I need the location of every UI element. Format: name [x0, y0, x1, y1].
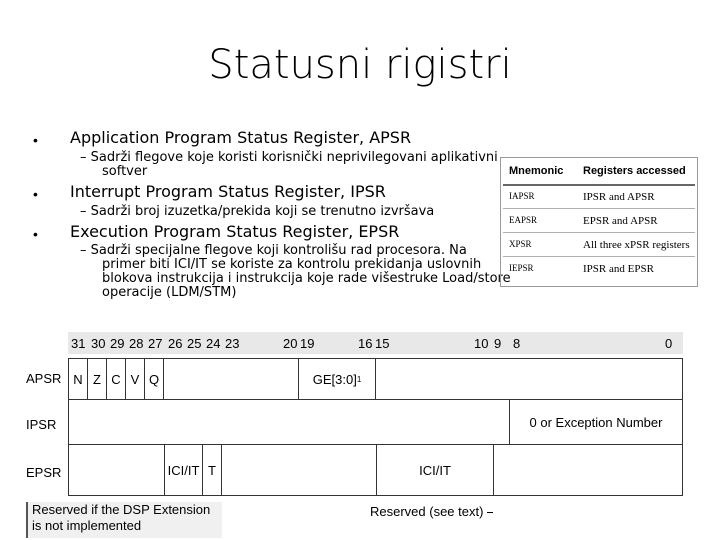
table-cell: IPSR and APSR: [583, 191, 655, 203]
bit-label: 8: [513, 336, 521, 351]
reserved-see-text-note: [370, 504, 493, 519]
bit-label: 30: [91, 336, 106, 351]
bullet-sub-epsr-2: primer biti ICI/IT se koriste za kontrolu prekidanja uslovnih: [102, 257, 482, 272]
bit-label: 16: [358, 336, 373, 351]
flag-n: N: [68, 358, 88, 400]
apsr-reserved-1: [163, 358, 299, 400]
register-diagram: [24, 330, 689, 540]
bullet-sub-apsr-2: softver: [102, 164, 148, 179]
table-row: [503, 186, 695, 209]
bullet-sub-epsr-4: operacije (LDM/STM): [102, 285, 237, 300]
bullet-heading-apsr: Application Program Status Register, APSR: [70, 128, 412, 147]
bullet-sub-ipsr-1: – Sadrži broj izuzetka/prekida koji se trenutno izvršava: [80, 204, 435, 219]
note-line-1: Reserved if the DSP Extension: [32, 502, 211, 517]
row-label-apsr: APSR: [26, 371, 62, 386]
table-row: [503, 258, 695, 280]
epsr-reserved-1: [68, 444, 165, 496]
reserved-see-text-label: Reserved (see text): [370, 504, 484, 519]
table-row: [503, 210, 695, 233]
bit-label: 28: [129, 336, 144, 351]
ge-field-note-mark: 1: [356, 374, 362, 384]
bit-label: 25: [187, 336, 202, 351]
mnemonic-table: [500, 157, 698, 287]
epsr-ici-it-1: ICI/IT: [164, 444, 203, 496]
exception-number-field: 0 or Exception Number: [509, 399, 683, 445]
table-header-row: [503, 160, 695, 186]
leader-line: [487, 512, 493, 513]
note-line-2: is not implemented: [32, 518, 142, 533]
row-label-epsr: EPSR: [26, 465, 62, 480]
epsr-reserved-3: [493, 444, 683, 496]
table-row: [503, 234, 695, 257]
bullet-heading-ipsr: Interrupt Program Status Register, IPSR: [70, 182, 386, 201]
bit-label: 15: [375, 336, 390, 351]
table-cell: EAPSR: [509, 215, 538, 225]
bit-label: 26: [168, 336, 183, 351]
bullet-sub-apsr-1: – Sadrži flegove koje koristi korisnički neprivilegovani aplikativni: [80, 150, 498, 165]
bullet-dot: •: [33, 132, 38, 148]
table-header-registers: Registers accessed: [583, 165, 686, 177]
epsr-reserved-2: [221, 444, 377, 496]
bit-label: 31: [71, 336, 86, 351]
bullet-sub-epsr-1: – Sadrži specijalne flegove koji kontrolišu rad procesora. Na: [80, 243, 467, 258]
bullet-dot: •: [33, 186, 38, 202]
flag-q: Q: [144, 358, 164, 400]
epsr-ici-it-2: ICI/IT: [376, 444, 494, 496]
ge-field-label: GE[3:0]: [312, 371, 357, 387]
table-cell: XPSR: [509, 239, 532, 249]
dsp-extension-note: [26, 502, 222, 538]
flag-v: V: [125, 358, 145, 400]
table-header-mnemonic: Mnemonic: [509, 165, 564, 177]
bit-label: 0: [665, 336, 673, 351]
bit-label: 27: [148, 336, 163, 351]
flag-z: Z: [87, 358, 107, 400]
bullet-heading-epsr: Execution Program Status Register, EPSR: [70, 222, 400, 241]
table-cell: IEPSR: [509, 263, 534, 273]
bit-label: 9: [494, 336, 502, 351]
epsr-t-bit: T: [202, 444, 222, 496]
bullet-sub-epsr-3: blokova instrukcija i instrukcija koje rade višestruke Load/store: [102, 271, 511, 286]
bit-label: 20: [283, 336, 298, 351]
page-title: Statusni rigistri: [208, 42, 512, 88]
bit-label: 19: [300, 336, 315, 351]
bit-label: 29: [110, 336, 125, 351]
table-cell: All three xPSR registers: [583, 239, 690, 251]
ipsr-reserved: [68, 399, 510, 445]
table-cell: IAPSR: [509, 191, 535, 201]
bullet-dot: •: [33, 226, 38, 242]
bit-label: 10: [474, 336, 489, 351]
row-label-ipsr: IPSR: [26, 417, 57, 432]
bit-label: 23: [225, 336, 240, 351]
ge-field: [298, 358, 376, 400]
table-cell: IPSR and EPSR: [583, 263, 654, 275]
bit-label: 24: [206, 336, 221, 351]
flag-c: C: [106, 358, 126, 400]
apsr-reserved-2: [375, 358, 683, 400]
table-cell: EPSR and APSR: [583, 215, 658, 227]
